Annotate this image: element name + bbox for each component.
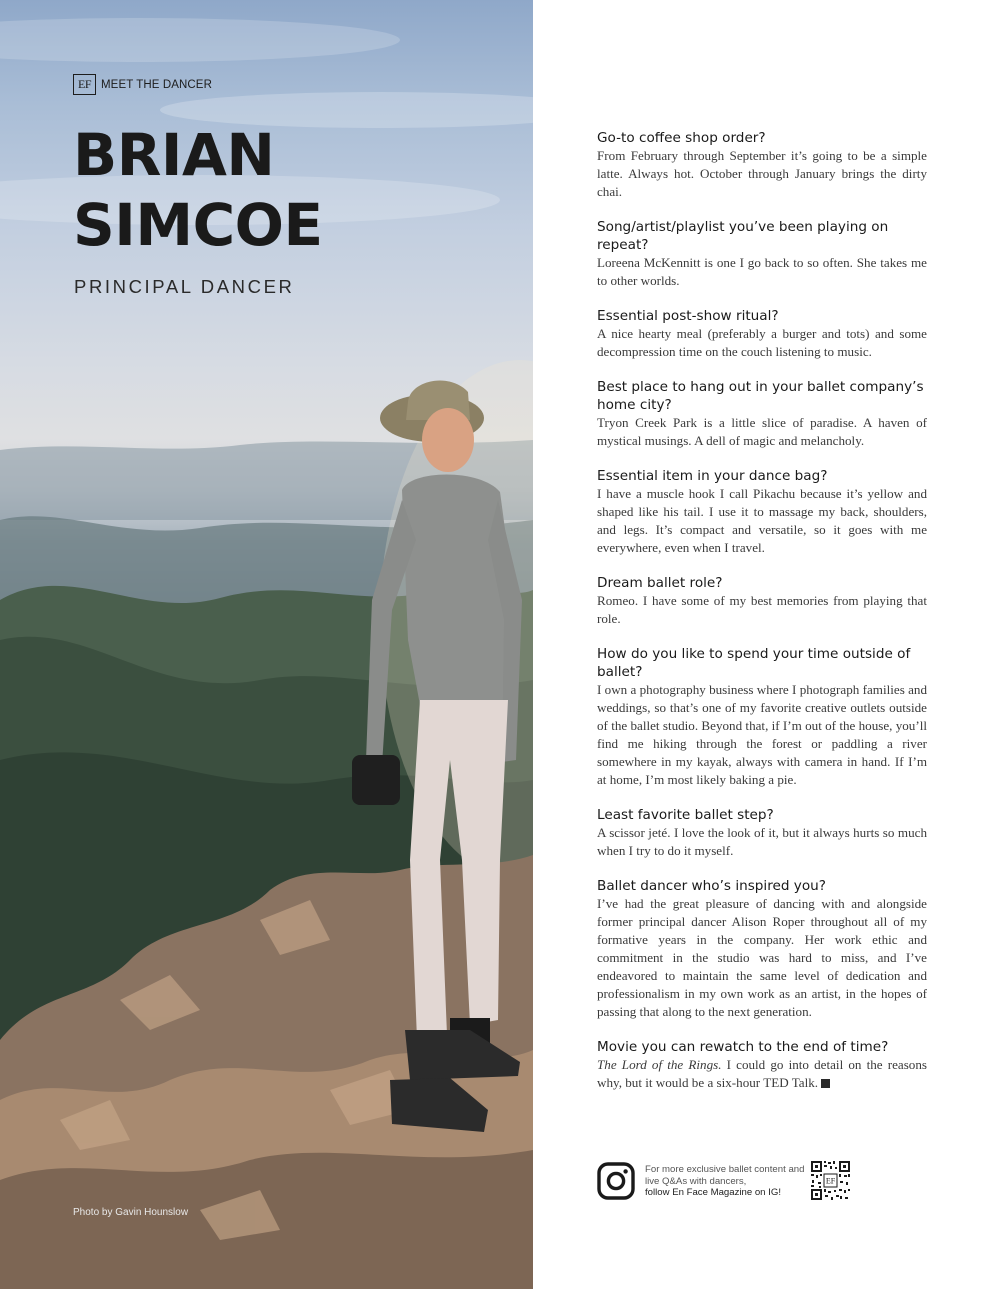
question: Ballet dancer who’s inspired you? [597, 878, 826, 894]
qa-item [597, 806, 927, 860]
answer-text: I could go into detail on the reasons why, but it would be a six-hour TED Talk. [597, 1057, 927, 1090]
question: Go-to coffee shop order? [597, 130, 766, 146]
answer [597, 1056, 927, 1092]
end-mark-icon [821, 1079, 830, 1088]
magazine-logo: EF [73, 74, 96, 95]
photo-credit: Photo by Gavin Hounslow [73, 1207, 189, 1218]
question: Best place to hang out in your ballet company’s home city? [597, 379, 924, 413]
qr-logo-text: EF [825, 1176, 836, 1186]
question: Song/artist/playlist you’ve been playing on repeat? [597, 219, 889, 253]
answer: A scissor jeté. I love the look of it, but it always hurts so much when I try to do it myself. [597, 825, 927, 858]
qr-code-icon[interactable] [810, 1160, 851, 1201]
answer: A nice hearty meal (preferably a burger and tots) and some decompression time on the couch listening to music. [597, 326, 927, 359]
answer: Tryon Creek Park is a little slice of paradise. A haven of mystical musings. A dell of magic and melancholy. [597, 415, 927, 448]
answer: Loreena McKennitt is one I go back to so often. She takes me to other worlds. [597, 255, 927, 288]
answer: I have a muscle hook I call Pikachu because it’s yellow and shaped like his tail. I use it to massage my back, shoulders, and legs. It’s compact and versatile, so it goes with me everywhere, even when I travel. [597, 486, 927, 555]
question: How do you like to spend your time outside of ballet? [597, 646, 911, 680]
section-badge [73, 74, 212, 95]
qa-column [597, 129, 927, 1109]
qa-item [597, 877, 927, 1021]
answer: From February through September it’s going to be a simple latte. Always hot. October through January brings the dirty chai. [597, 148, 927, 199]
promo-line-2: follow En Face Magazine on IG! [645, 1187, 781, 1198]
question: Essential item in your dance bag? [597, 468, 828, 484]
question: Movie you can rewatch to the end of time? [597, 1039, 889, 1055]
promo-text [645, 1164, 815, 1199]
answer: Romeo. I have some of my best memories from playing that role. [597, 593, 927, 626]
dancer-last-name: SIMCOE [73, 191, 323, 259]
promo-line-1: For more exclusive ballet content and live Q&As with dancers, [645, 1164, 805, 1187]
instagram-icon[interactable] [597, 1162, 635, 1200]
qa-item [597, 378, 927, 450]
instagram-promo [597, 1160, 857, 1204]
qa-item [597, 574, 927, 628]
question: Dream ballet role? [597, 575, 723, 591]
qa-item [597, 645, 927, 789]
dancer-title: PRINCIPAL DANCER [74, 276, 295, 297]
qa-item [597, 467, 927, 557]
dancer-first-name: BRIAN [73, 121, 275, 189]
answer: I own a photography business where I photograph families and weddings, so that’s one of my favorite creative outlets outside of the ballet studio. Beyond that, if I’m out of the house, you’ll find me hiking through the forest or paddling a river somewhere in my kayak, always with camera in hand. If I’m at home, I’m most likely baking a pie. [597, 682, 927, 787]
question: Essential post-show ritual? [597, 308, 779, 324]
movie-title: The Lord of the Rings. [597, 1057, 722, 1072]
dancer-name [73, 120, 323, 260]
answer: I’ve had the great pleasure of dancing with and alongside former principal dancer Alison Roper throughout all of my formative years in the company. Her work ethic and commitment in the studio was hard to miss, and I’ve endeavored to maintain the same level of dedication and professionalism in my own work as an artist, in the hopes of passing that along to the next generation. [597, 896, 927, 1019]
section-label: MEET THE DANCER [101, 78, 212, 91]
qa-item [597, 218, 927, 290]
question: Least favorite ballet step? [597, 807, 774, 823]
qa-item [597, 1038, 927, 1092]
qa-item [597, 129, 927, 201]
qa-item [597, 307, 927, 361]
